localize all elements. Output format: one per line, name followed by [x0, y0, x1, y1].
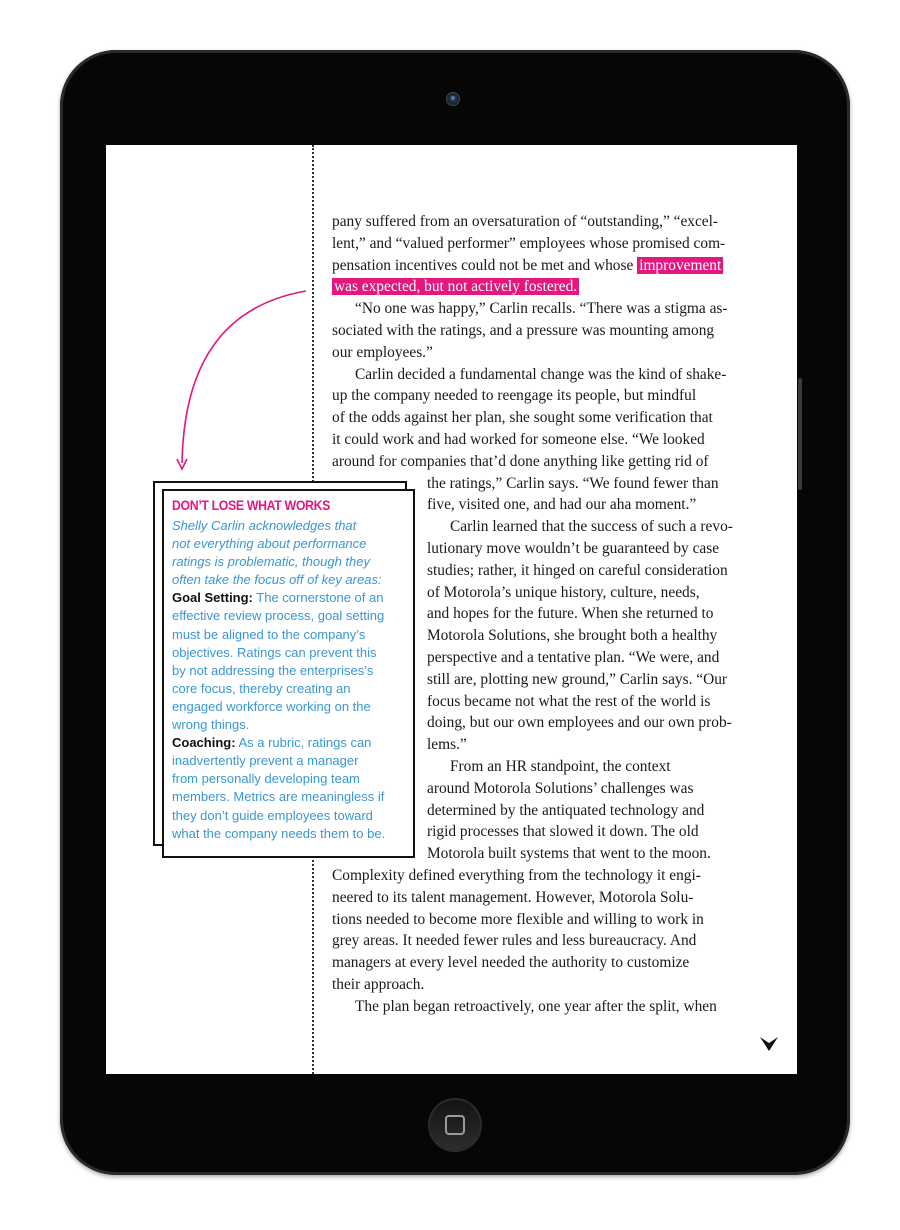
article-line: determined by the antiquated technology and [427, 801, 705, 819]
article-line: of the odds against her plan, she sought some verification that [332, 409, 713, 427]
article-line: lems.” [427, 736, 467, 754]
article-line: neered to its talent management. However, Motorola Solu- [332, 888, 694, 906]
camera-icon [447, 93, 459, 105]
tablet-side-edge [798, 378, 802, 490]
article-line: around for companies that’d done anything like getting rid of [332, 452, 709, 470]
article-line: Motorola built systems that went to the moon. [427, 845, 711, 863]
chevron-down-icon[interactable] [758, 1034, 780, 1054]
article-line: rigid processes that slowed it down. The old [427, 823, 699, 841]
article-line [332, 276, 752, 298]
sidebar-line: inadvertently prevent a manager [172, 753, 359, 769]
sidebar-line: engaged workforce working on the [172, 698, 371, 714]
sidebar-body [172, 517, 412, 843]
article-line: pany suffered from an oversaturation of “outstanding,” “excel- [332, 213, 719, 230]
sidebar-text: As a rubric, ratings can [235, 735, 372, 751]
goal-setting-label: Goal Setting: [172, 590, 253, 606]
article-line: the ratings,” Carlin says. “We found fewer than [427, 474, 719, 492]
article-line: The plan began retroactively, one year after the split, when [355, 997, 717, 1015]
sidebar-intro-line: Shelly Carlin acknowledges that [172, 518, 357, 533]
sidebar-line: what the company needs them to be. [172, 825, 386, 841]
article-line: tions needed to become more flexible and willing to work in [332, 910, 704, 928]
sidebar-line: effective review process, goal setting [172, 608, 385, 624]
article-line: it could work and had worked for someone else. “We looked [332, 430, 705, 448]
reader-screen [106, 145, 797, 1074]
article-line: perspective and a tentative plan. “We were, and [427, 648, 720, 666]
article-line: lent,” and “valued performer” employees whose promised com- [332, 234, 726, 252]
article-line: their approach. [332, 975, 425, 993]
sidebar-title: DON’T LOSE WHAT WORKS [172, 497, 331, 513]
article-line: of Motorola’s unique history, culture, needs, [427, 583, 700, 601]
sidebar-line: objectives. Ratings can prevent this [172, 644, 377, 660]
sidebar-intro-line: not everything about performance [172, 536, 367, 552]
sidebar-line: by not addressing the enterprises’s [172, 662, 374, 678]
article-line: and hopes for the future. When she returned to [427, 605, 714, 623]
sidebar-line [172, 734, 412, 752]
home-button[interactable] [428, 1098, 482, 1152]
sidebar-text: The cornerstone of an [252, 590, 384, 606]
article-line: managers at every level needed the authority to customize [332, 954, 690, 972]
article-line: sociated with the ratings, and a pressure was mounting among [332, 321, 715, 339]
article-line: Complexity defined everything from the technology it engi- [332, 866, 701, 884]
article-line: From an HR standpoint, the context [450, 757, 671, 775]
home-button-icon [445, 1115, 465, 1135]
article-line: up the company needed to reengage its people, but mindful [332, 387, 697, 405]
article-line: doing, but our own employees and our own prob- [427, 714, 732, 732]
sidebar-box [162, 489, 415, 858]
sidebar-line: they don’t guide employees toward [172, 807, 373, 823]
highlighted-text[interactable]: was expected, but not actively fostered. [334, 278, 578, 296]
sidebar-intro-line: often take the focus off of key areas: [172, 572, 382, 588]
coaching-label: Coaching: [172, 735, 236, 751]
article-line: our employees.” [332, 343, 433, 361]
sidebar-line: must be aligned to the company’s [172, 626, 366, 642]
sidebar-line: members. Metrics are meaningless if [172, 789, 385, 805]
article-line: “No one was happy,” Carlin recalls. “There was a stigma as- [355, 300, 728, 318]
sidebar-line [172, 589, 412, 607]
article-line: Motorola Solutions, she brought both a healthy [427, 627, 718, 645]
sidebar-line: wrong things. [172, 717, 250, 733]
sidebar-line: core focus, thereby creating an [172, 680, 351, 696]
article-text: pensation incentives could not be met and whose [332, 256, 634, 274]
article-line [332, 255, 752, 277]
sidebar-intro-line: ratings is problematic, though they [172, 554, 370, 570]
article-line: lutionary move wouldn’t be guaranteed by case [427, 539, 720, 557]
article-line: focus became not what the rest of the world is [427, 692, 711, 710]
article-line: around Motorola Solutions’ challenges was [427, 779, 694, 797]
article-line: Carlin decided a fundamental change was the kind of shake- [355, 365, 727, 383]
sidebar-line: from personally developing team [172, 771, 360, 787]
article-line: still are, plotting new ground,” Carlin says. “Our [427, 670, 728, 688]
article-line: grey areas. It needed fewer rules and less bureaucracy. And [332, 932, 697, 950]
highlighted-text[interactable]: improvement [639, 256, 722, 274]
article-line: studies; rather, it hinged on careful consideration [427, 561, 728, 579]
article-line: five, visited one, and had our aha moment.” [427, 496, 697, 514]
article-line: Carlin learned that the success of such a revo- [450, 518, 733, 536]
